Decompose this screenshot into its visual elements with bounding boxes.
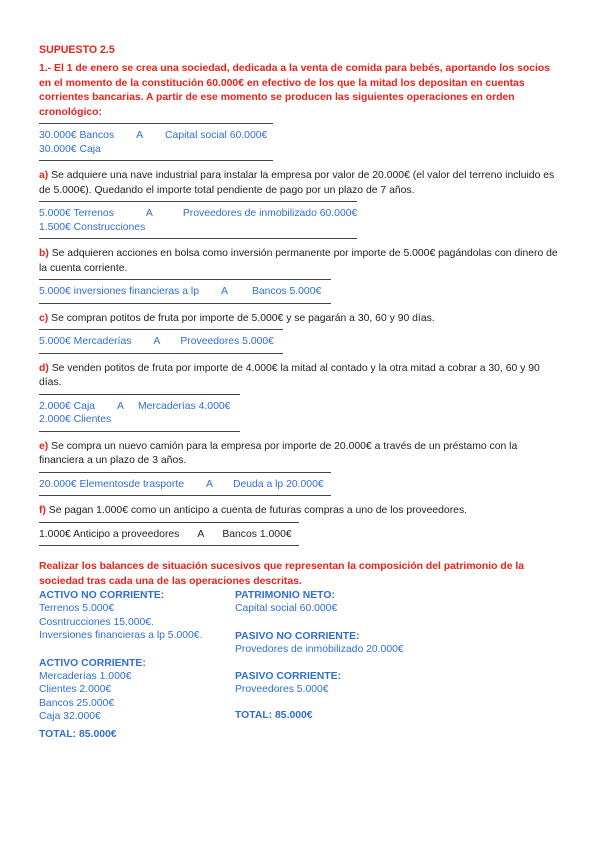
- entry-separator: A: [117, 400, 124, 412]
- entry-separator: A: [153, 336, 161, 347]
- operation-e: [39, 440, 564, 469]
- operation-f: [39, 504, 564, 519]
- divider: [39, 303, 331, 304]
- entry-debit-2: 2.000€ Clientes: [39, 414, 112, 425]
- entry-separator: A: [136, 130, 144, 141]
- entry-debit: 20.000€ Elementosde trasporte: [39, 478, 184, 490]
- entry-separator: A: [145, 208, 153, 219]
- journal-entry-0: [39, 124, 564, 160]
- entry-debit: 30.000€ Bancos: [39, 130, 115, 141]
- entry-credit: Bancos 1.000€: [222, 528, 292, 540]
- operation-text: Se compra un nuevo camión para la empresa por importe de 20.000€ a través de un préstamo con la financiera a un plazo de 3 años.: [39, 440, 518, 466]
- operation-text: Se adquieren acciones en bolsa como inversión permanente por importe de 5.000€ pagándolas con dinero de la cuenta corriente.: [39, 248, 558, 274]
- divider: [39, 238, 357, 239]
- entry-debit: 5.000€ inversiones financieras a lp: [39, 286, 199, 297]
- operation-text: Se compran potitos de fruta por importe de 5.000€ y se pagarán a 30, 60 y 90 días.: [48, 312, 435, 324]
- entry-credit: Mercaderías 4.000€: [137, 400, 231, 412]
- exercise-intro: 1.- El 1 de enero se crea una sociedad, dedicada a la venta de comida para bebés, aportando los socios en el momento de la constitución 60.000€ en efectivo de los que la mitad los depositan en cuentas corrientes bancarias. A partir de ese momento se producen las siguientes operaciones en orden cronológico:: [39, 63, 551, 118]
- divider: [39, 545, 299, 546]
- entry-debit: 1.000€ Anticipo a proveedores: [39, 528, 180, 540]
- balance-liabilities: [235, 589, 535, 740]
- total-assets: TOTAL: 85.000€: [39, 728, 117, 740]
- operation-letter: b): [39, 248, 49, 259]
- anc-item: Cosntrucciones 15.000€.: [39, 616, 154, 628]
- operation-letter: c): [39, 312, 49, 324]
- entry-credit: Deuda a lp 20.000€: [232, 478, 324, 490]
- entry-separator: A: [221, 286, 228, 297]
- divider: [39, 431, 240, 432]
- anc-item: Inversiones financieras a lp 5.000€.: [39, 630, 203, 641]
- operation-letter: d): [39, 362, 49, 374]
- anc-item: Terrenos 5.000€: [39, 603, 115, 614]
- ac-item: Clientes 2.000€: [39, 684, 112, 695]
- pc-header: PASIVO CORRIENTE:: [235, 671, 342, 682]
- journal-entry-c: [39, 330, 564, 353]
- pn-item: Capital social 60.000€: [235, 603, 338, 614]
- entry-debit: 2.000€ Caja: [39, 400, 96, 412]
- operation-a: [39, 169, 564, 198]
- total-liabilities: TOTAL: 85.000€: [235, 709, 313, 721]
- operation-b: [39, 247, 564, 276]
- balance-sheet: [39, 589, 564, 740]
- pn-header: PATRIMONIO NETO:: [235, 590, 335, 601]
- entry-debit-2: 1.500€ Construcciones: [39, 221, 146, 233]
- divider: [39, 353, 283, 354]
- balance-assets: [39, 589, 235, 740]
- operation-text: Se pagan 1.000€ como un anticipo a cuenta de futuras compras a uno de los proveedores.: [45, 505, 468, 516]
- operation-text: Se venden potitos de fruta por importe de 4.000€ la mitad al contado y la otra mitad a cobrar a 30, 60 y 90 días.: [39, 362, 540, 388]
- entry-credit: Proveedores 5.000€: [180, 336, 274, 347]
- journal-entry-f: [39, 523, 564, 546]
- journal-entry-a: [39, 202, 564, 238]
- operation-c: [39, 312, 564, 327]
- entry-debit: 5.000€ Terrenos: [39, 208, 114, 219]
- journal-entry-b: [39, 280, 564, 303]
- document-page: [39, 44, 564, 740]
- ac-item: Caja 32.000€: [39, 711, 101, 722]
- exercise-title: SUPUESTO 2.5: [39, 44, 115, 56]
- pc-item: Proveedores 5.000€: [235, 684, 329, 695]
- ac-item: Bancos 25.000€: [39, 697, 115, 709]
- entry-debit: 5.000€ Mercaderías: [39, 336, 132, 347]
- pnc-item: Provedores de inmobilizado 20.000€: [235, 643, 404, 655]
- entry-separator: A: [197, 528, 205, 540]
- operation-d: [39, 362, 564, 391]
- pnc-header: PASIVO NO CORRIENTE:: [235, 630, 360, 642]
- entry-credit: Proveedores de inmobilizado 60.000€: [182, 208, 358, 219]
- divider: [39, 495, 331, 496]
- operation-text: Se adquiere una nave industrial para instalar la empresa por valor de 20.000€ (el valor del terreno incluido es de 5.000€). Quedando el importe total pendiente de pago por un plazo de 7 años.: [39, 170, 555, 196]
- entry-debit-2: 30.000€ Caja: [39, 143, 101, 155]
- entry-credit: Capital social 60.000€: [165, 130, 268, 141]
- balance-question: Realizar los balances de situación sucesivos que representan la composición del patrimonio de la sociedad tras cada una de las operaciones descritas.: [39, 561, 525, 587]
- ac-item: Mercaderías 1.000€: [39, 670, 132, 682]
- journal-entry-e: [39, 473, 564, 496]
- anc-header: ACTIVO NO CORRIENTE:: [39, 590, 165, 601]
- entry-separator: A: [206, 478, 213, 490]
- divider: [39, 160, 273, 161]
- operation-letter: f): [39, 505, 46, 516]
- ac-header: ACTIVO CORRIENTE:: [39, 657, 146, 669]
- operation-letter: e): [39, 440, 49, 452]
- operation-letter: a): [39, 170, 49, 181]
- entry-credit: Bancos 5.000€: [251, 286, 322, 297]
- journal-entry-d: [39, 395, 564, 431]
